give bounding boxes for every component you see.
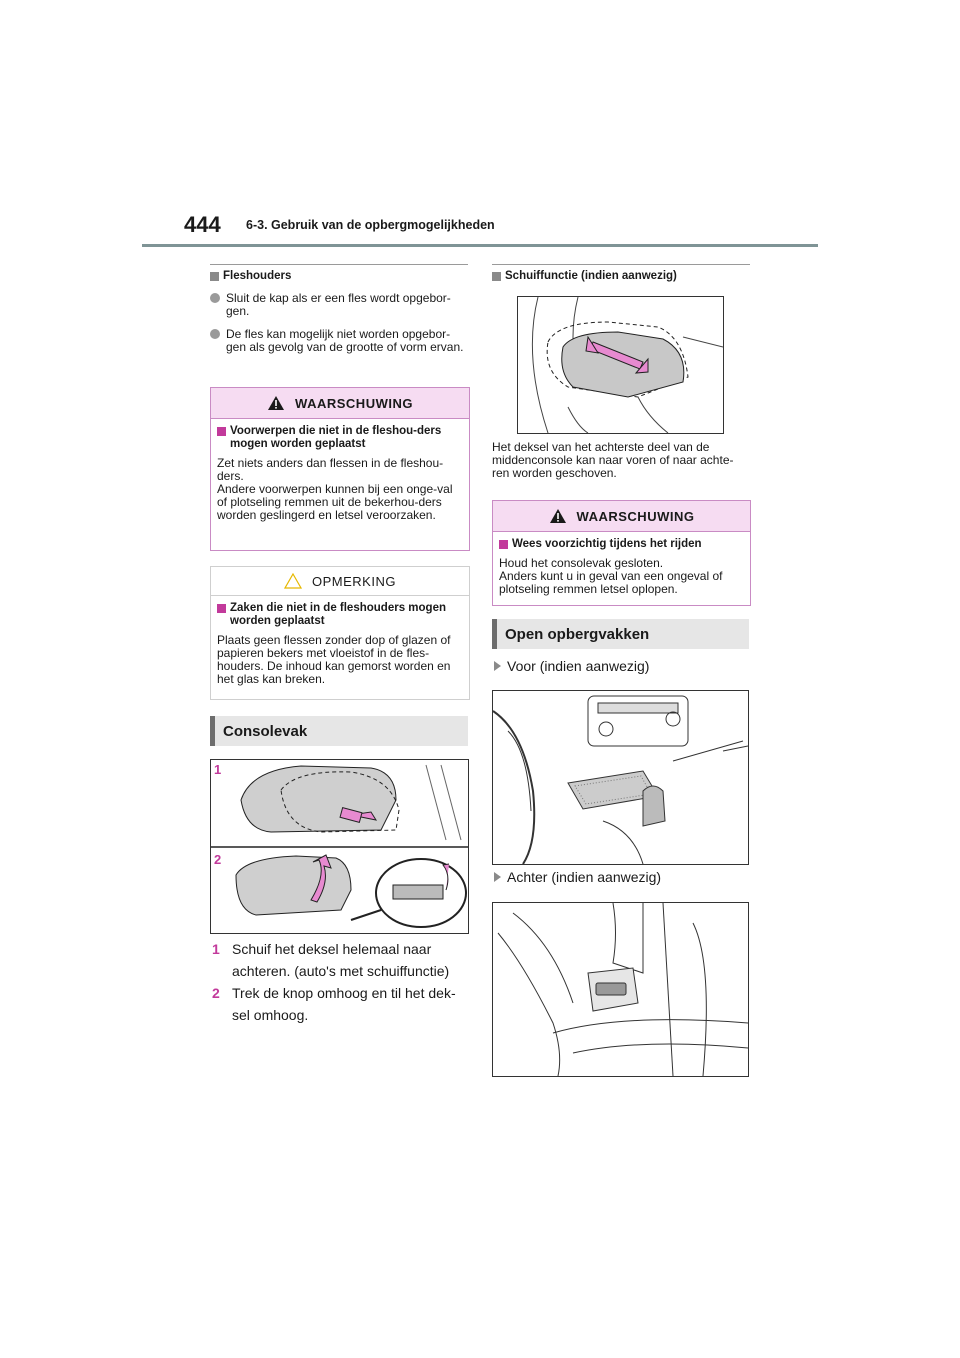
square-bullet-icon <box>210 272 219 281</box>
note-box <box>210 566 470 700</box>
schuif-title: Schuiffunctie (indien aanwezig) <box>505 270 677 282</box>
fleshouders-heading <box>210 270 291 282</box>
achter-label: Achter (indien aanwezig) <box>507 869 662 885</box>
note-body <box>211 596 469 692</box>
section-title: 6-3. Gebruik van de opbergmogelijkheden <box>246 218 495 232</box>
warning-subtitle-text: Wees voorzichtig tijdens het rijden <box>512 538 702 550</box>
note-header <box>211 567 469 596</box>
front-storage-illustration <box>492 690 749 865</box>
page-number: 444 <box>184 212 221 237</box>
rear-storage-illustration <box>492 902 749 1077</box>
step-item <box>212 982 470 1026</box>
consolevak-illustration <box>210 759 469 934</box>
step-text: Trek de knop omhoog en til het dek-sel omhoog. <box>232 985 456 1023</box>
header-divider <box>142 244 818 247</box>
warning-header <box>493 501 750 532</box>
square-bullet-icon <box>492 272 501 281</box>
arrow-bullet-icon <box>494 661 501 671</box>
warning-subtitle <box>499 538 744 551</box>
figure-label-1: 1 <box>214 762 222 777</box>
note-label: OPMERKING <box>312 573 396 589</box>
front-console-drawing <box>493 691 748 864</box>
armrest-drawing <box>211 760 468 933</box>
voor-label: Voor (indien aanwezig) <box>507 658 650 674</box>
warning-header <box>211 388 469 419</box>
step-item <box>212 938 470 982</box>
arrow-bullet-icon <box>494 872 501 882</box>
square-bullet-icon <box>217 427 226 436</box>
circle-bullet-icon <box>210 329 220 339</box>
warning-triangle-icon <box>549 508 567 524</box>
open-opbergvakken-heading: Open opbergvakken <box>492 619 749 649</box>
list-item <box>210 328 468 354</box>
warning-text: Andere voorwerpen kunnen bij een onge-val of plotseling remmen uit de bekerhou-ders worden geslingerd en letsel veroorzaken. <box>217 482 453 522</box>
rear-console-drawing <box>493 903 748 1076</box>
note-subtitle-text: Zaken die niet in de fleshouders mogen worden geplaatst <box>230 602 446 627</box>
fleshouders-title: Fleshouders <box>223 270 292 282</box>
step-number: 2 <box>212 985 220 1001</box>
warning-triangle-icon <box>267 395 285 411</box>
list-item <box>210 292 468 318</box>
bullet-text: De fles kan mogelijk niet worden opgebor-gen als gevolg van de grootte of vorm ervan. <box>226 327 464 354</box>
column-divider-right <box>492 264 750 265</box>
warning-subtitle <box>217 425 463 451</box>
warning-box <box>492 500 751 606</box>
schuif-heading <box>492 270 677 282</box>
warning-text: Zet niets anders dan flessen in de fleshou-ders. <box>217 456 444 483</box>
warning-subtitle-text: Voorwerpen die niet in de fleshou-ders mogen worden geplaatst <box>230 425 442 450</box>
warning-body <box>211 419 469 528</box>
square-bullet-icon <box>499 540 508 549</box>
warning-label: WAARSCHUWING <box>576 508 695 524</box>
list-item <box>494 658 649 674</box>
note-subtitle <box>217 602 463 628</box>
step-text: Schuif het deksel helemaal naar achteren. (auto's met schuiffunctie) <box>232 941 450 979</box>
slide-illustration <box>517 296 724 434</box>
caution-triangle-icon <box>284 573 302 589</box>
column-divider-left <box>210 264 468 265</box>
list-item <box>494 869 661 885</box>
bullet-text: Sluit de kap als er een fles wordt opgebor-gen. <box>226 291 451 318</box>
sliding-lid-drawing <box>518 297 723 433</box>
schuif-body: Het deksel van het achterste deel van de middenconsole kan naar voren of naar achte-ren worden geschoven. <box>492 440 734 480</box>
warning-text: Houd het consolevak gesloten. <box>499 556 664 570</box>
note-text: Plaats geen flessen zonder dop of glazen of papieren bekers met vloeistof in de fles-houders. De inhoud kan gemorst worden en het glas kan breken. <box>217 633 451 686</box>
circle-bullet-icon <box>210 293 220 303</box>
step-number: 1 <box>212 941 220 957</box>
warning-body <box>493 532 750 602</box>
figure-label-2: 2 <box>214 852 222 867</box>
warning-label: WAARSCHUWING <box>295 395 413 411</box>
warning-text: Anders kunt u in geval van een ongeval of plotseling remmen letsel oplopen. <box>499 569 723 596</box>
warning-box <box>210 387 470 551</box>
consolevak-heading: Consolevak <box>210 716 468 746</box>
square-bullet-icon <box>217 604 226 613</box>
